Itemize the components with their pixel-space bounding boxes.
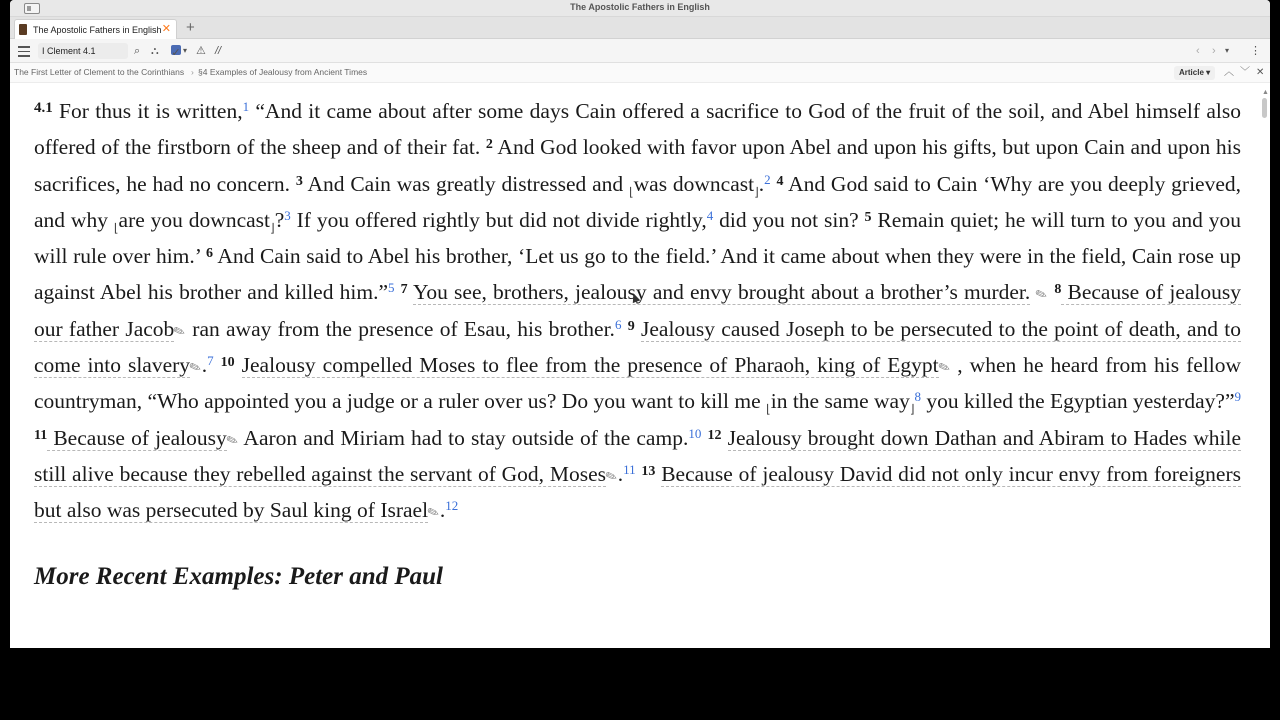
close-tab-icon[interactable]: ✕	[161, 23, 171, 35]
breadcrumb	[10, 63, 1270, 83]
bracket-close: ⌋	[754, 184, 759, 199]
verse-number: 11	[34, 427, 48, 443]
highlighted-text[interactable]: Jealousy caused Joseph to be persecuted to the point of death, and to come into slavery	[34, 316, 1242, 378]
passage-text: And God said to Cain ‘Why are you deeply grieved, and why	[34, 171, 1242, 232]
highlighted-text[interactable]: Because of jealousy David did not only incur envy from foreigners but also was persecuted by Saul king of Israel	[34, 461, 1241, 523]
chevron-up-icon[interactable]: ︿	[1224, 67, 1234, 78]
scrollbar-thumb[interactable]	[1262, 98, 1267, 118]
checkbox-icon[interactable]: ✓	[171, 47, 181, 59]
passage-text: did you not sin?	[713, 207, 859, 232]
breadcrumb-book[interactable]: The First Letter of Clement to the Corinthians	[14, 67, 185, 77]
history-dropdown-icon[interactable]: ▾	[1225, 46, 1230, 55]
note-pen-icon[interactable]: ✎	[187, 359, 204, 378]
app-window	[10, 0, 1270, 648]
passage-paragraph	[34, 93, 1241, 529]
passage-text: Aaron and Miriam had to stay outside of the camp.	[238, 425, 689, 450]
note-pen-icon[interactable]: ✎	[936, 359, 953, 378]
footnote-link[interactable]: 9	[1234, 389, 1241, 405]
passage-text: .	[201, 353, 208, 378]
passage-text: .	[758, 171, 765, 196]
verse-number: 8	[1054, 282, 1062, 298]
passage-text: Remain quiet; he will turn to you and you will rule over him.’	[34, 207, 1241, 269]
footnote-link[interactable]: 11	[623, 461, 636, 477]
tab-label: The Apostolic Fathers in English	[33, 24, 162, 35]
note-pen-icon[interactable]: ✎	[603, 468, 620, 487]
footnote-link[interactable]: 2	[764, 171, 771, 187]
passage-text: , when he heard from his fellow countryman, “Who appointed you a judge or a ruler over us? Do you want to kill me	[34, 353, 1241, 414]
note-pen-icon[interactable]: ✎	[425, 504, 442, 523]
footnote-link[interactable]: 8	[914, 389, 922, 405]
passage-text: are you downcast	[118, 207, 271, 232]
passage-text: ran away from the presence of Esau, his brother.	[186, 316, 615, 341]
search-icon[interactable]: ⌕	[134, 45, 141, 57]
window-title: The Apostolic Fathers in English	[570, 2, 710, 12]
passage-text: If you offered rightly but did not divide rightly,	[290, 207, 707, 232]
parallel-icon[interactable]: //	[215, 45, 222, 57]
passage-text: ?	[274, 207, 285, 232]
passage-text: “And it came about after some days Cain offered a sacrifice to God of the fruit of the soil, and Abel himself also offered of the firstborn of the sheep and of their fat.	[34, 99, 1241, 160]
verse-number: 2	[485, 137, 493, 153]
book-icon	[19, 24, 27, 35]
title-bar	[10, 0, 1270, 17]
passage-text: was downcast	[633, 171, 755, 196]
passage-text: And God looked with favor upon Abel and upon his gifts, but upon Cain and upon his sacrifices, he had no concern.	[34, 135, 1241, 196]
verse-number: 7	[400, 282, 408, 298]
scroll-up-icon[interactable]: ▲	[1262, 89, 1269, 96]
reading-pane[interactable]	[10, 87, 1260, 648]
footnote-link[interactable]: 3	[284, 207, 291, 223]
note-pen-icon[interactable]: ✎	[171, 323, 189, 342]
footnote-link[interactable]: 12	[445, 498, 459, 514]
checkbox-dropdown-icon[interactable]: ▾	[183, 46, 188, 55]
footnote-link[interactable]: 5	[388, 280, 395, 296]
bracket-open: ⌊	[628, 184, 634, 199]
verse-number: 12	[707, 427, 722, 443]
footnote-link[interactable]: 4	[706, 207, 714, 223]
passage-text: you killed the Egyptian yesterday?”	[921, 389, 1235, 414]
highlighted-text[interactable]: Jealousy brought down Dathan and Abiram to Hades while still alive because they rebelled against the servant of God, Moses	[34, 425, 1242, 486]
toolbar	[10, 39, 1270, 63]
highlighted-text[interactable]: Because of jealousy	[47, 425, 227, 450]
tab-apostolic-fathers[interactable]	[14, 19, 177, 39]
verse-number: 5	[864, 209, 872, 225]
tab-bar	[10, 17, 1270, 39]
footnote-link[interactable]: 6	[614, 316, 622, 332]
forward-icon[interactable]: ›	[1212, 45, 1216, 57]
breadcrumb-section[interactable]: §4 Examples of Jealousy from Ancient Times	[198, 67, 368, 77]
verse-number: 3	[295, 173, 303, 189]
scrollbar[interactable]	[1262, 90, 1268, 126]
verse-number: 6	[205, 246, 213, 262]
footnote-link[interactable]: 10	[688, 425, 702, 441]
back-icon[interactable]: ‹	[1196, 45, 1200, 57]
highlighted-text[interactable]: Because of jealousy our father Jacob	[34, 280, 1241, 341]
breadcrumb-separator: ›	[191, 67, 194, 77]
bracket-close: ⌋	[270, 220, 275, 235]
verse-number: 13	[641, 463, 656, 479]
note-pen-icon[interactable]: ✎	[1034, 286, 1051, 306]
verse-number: 9	[627, 318, 635, 334]
new-tab-button[interactable]: +	[186, 19, 195, 36]
share-icon[interactable]: ⛬	[151, 45, 159, 57]
bracket-close: ⌋	[909, 402, 915, 417]
verse-number: 4	[776, 173, 784, 189]
passage-text: For thus it is written,	[52, 99, 243, 123]
passage-text: .	[439, 498, 446, 523]
footnote-link[interactable]: 7	[207, 353, 214, 369]
menu-icon[interactable]	[18, 43, 30, 60]
passage-text: And Cain was greatly distressed and	[302, 171, 629, 196]
unlink-icon[interactable]: ⚠	[196, 45, 206, 57]
chevron-down-icon[interactable]: ﹀	[1240, 67, 1250, 78]
bracket-open: ⌊	[766, 402, 771, 417]
reference-input[interactable]	[38, 43, 128, 59]
verse-number: 4.1	[34, 100, 53, 116]
passage-text: in the same way	[770, 389, 910, 414]
more-icon[interactable]: ⋮	[1250, 45, 1261, 57]
section-heading: More Recent Examples: Peter and Paul	[34, 562, 443, 590]
note-pen-icon[interactable]: ✎	[224, 432, 241, 451]
close-icon[interactable]: ✕	[1256, 67, 1265, 78]
passage-text: .	[617, 461, 624, 486]
view-mode-select[interactable]: Article ▾	[1174, 66, 1215, 80]
highlighted-text[interactable]: You see, brothers, jealousy and envy brought about a brother’s murder.	[413, 280, 1031, 305]
highlighted-text[interactable]: Jealousy compelled Moses to flee from the presence of Pharaoh, king of Egypt	[241, 353, 939, 378]
verse-number: 10	[220, 355, 235, 371]
bracket-open: ⌊	[113, 220, 119, 235]
footnote-link[interactable]: 1	[242, 99, 250, 114]
passage-text: And Cain said to Abel his brother, ‘Let us go to the field.’ And it came about when they were in the field, Cain rose up against Abel his brother and killed him.”	[34, 244, 1241, 305]
